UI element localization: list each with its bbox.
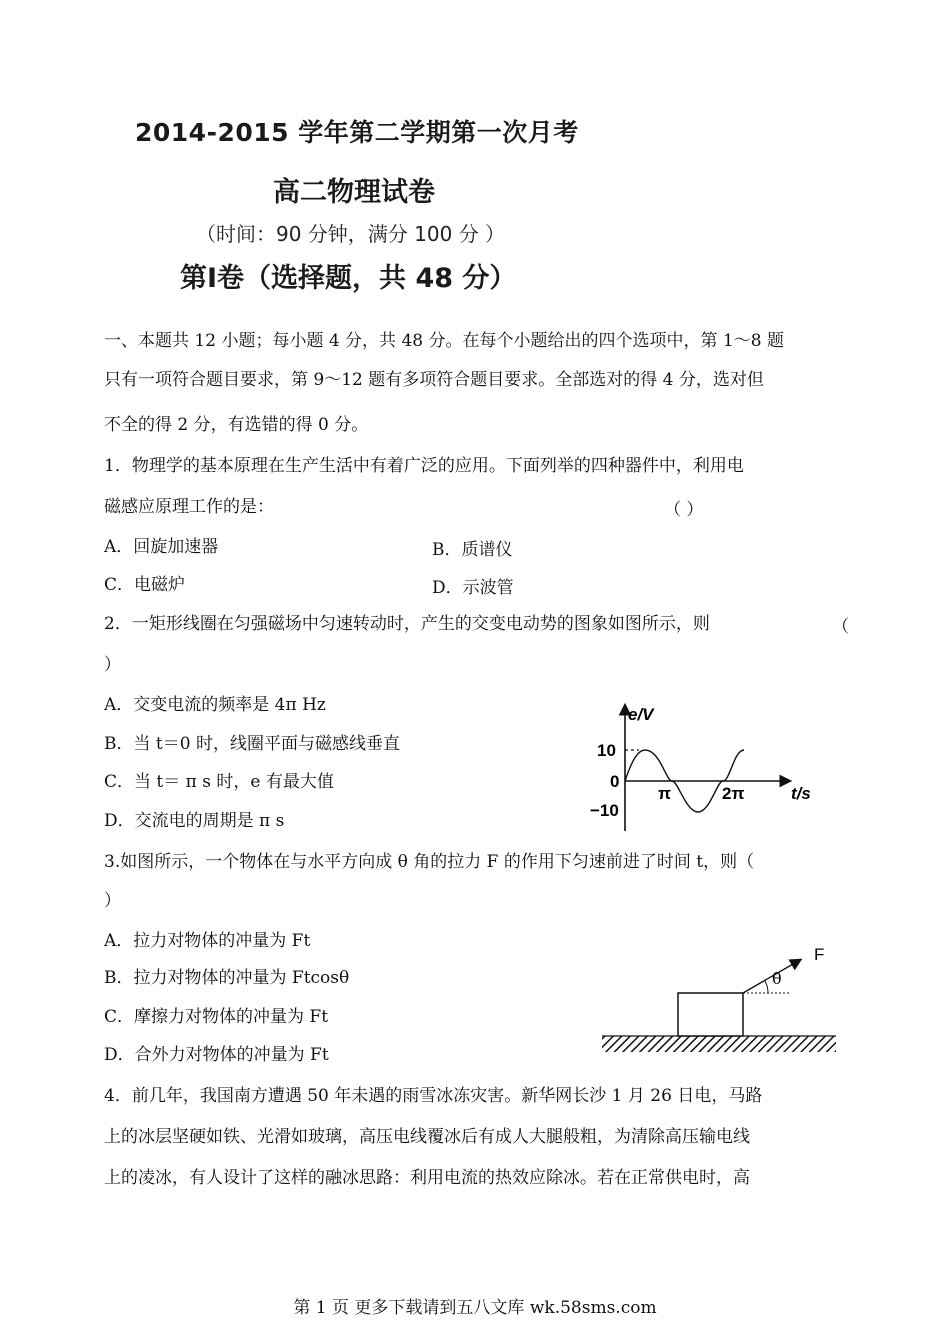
q2-emf-graph — [584, 698, 824, 838]
q3-option-c: C．摩擦力对物体的冲量为 Ft — [104, 1007, 329, 1027]
q1-stem: 磁感应原理工作的是： — [104, 497, 274, 517]
ground-hatch — [602, 1036, 836, 1052]
q2-bracket-close: ） — [104, 655, 121, 675]
x-axis-label: t/s — [791, 784, 811, 803]
page-footer: 第 1 页 更多下载请到五八文库 wk.58sms.com — [293, 1298, 657, 1318]
q2-option-a: A．交变电流的频率是 4π Hz — [104, 695, 326, 715]
instruction-line: 不全的得 2 分，有选错的得 0 分。 — [104, 415, 369, 435]
y-tick-neg10: −10 — [590, 801, 619, 820]
q3-option-b: B．拉力对物体的冲量为 Ftcosθ — [104, 968, 350, 988]
q1-option-b: B．质谱仪 — [432, 540, 513, 560]
q1-answer-bracket: （ ） — [664, 500, 704, 520]
q3-block-figure — [598, 940, 848, 1060]
force-label: F — [814, 945, 825, 964]
instruction-line: 只有一项符合题目要求，第 9～12 题有多项符合题目要求。全部选对的得 4 分，选对但 — [104, 370, 764, 390]
q1-option-c: C．电磁炉 — [104, 575, 186, 595]
x-tick-pi: π — [658, 784, 672, 803]
section-heading: 第Ⅰ卷（选择题，共 48 分） — [180, 263, 517, 294]
q1-option-d: D．示波管 — [432, 578, 514, 598]
q3-stem: 3.如图所示，一个物体在与水平方向成 θ 角的拉力 F 的作用下匀速前进了时间 t，则（ — [104, 852, 755, 872]
exam-time-info: （时间：90 分钟，满分 100 分 ） — [196, 222, 506, 246]
q2-stem: 2．一矩形线圈在匀强磁场中匀速转动时，产生的交变电动势的图象如图所示，则 — [104, 614, 710, 634]
instruction-line: 一、本题共 12 小题；每小题 4 分，共 48 分。在每个小题给出的四个选项中，第 1～8 题 — [104, 331, 784, 351]
angle-label: θ — [772, 969, 782, 988]
x-tick-2pi: 2π — [722, 784, 745, 803]
q2-option-b: B．当 t＝0 时，线圈平面与磁感线垂直 — [104, 734, 400, 754]
q2-option-d: D．交流电的周期是 π s — [104, 811, 285, 831]
q4-line: 上的凌冰，有人设计了这样的融冰思路：利用电流的热效应除冰。若在正常供电时，高 — [104, 1168, 750, 1188]
y-tick-10: 10 — [597, 741, 616, 760]
y-tick-0: 0 — [610, 772, 620, 791]
exam-title: 2014-2015 学年第二学期第一次月考 — [135, 118, 579, 147]
q3-option-d: D．合外力对物体的冲量为 Ft — [104, 1045, 329, 1065]
q2-option-c: C．当 t＝ π s 时，e 有最大值 — [104, 772, 334, 792]
q3-bracket-close: ） — [104, 891, 121, 911]
y-axis-label: e/V — [628, 705, 654, 724]
q4-line: 上的冰层坚硬如铁、光滑如玻璃，高压电线覆冰后有成人大腿般粗，为清除高压输电线 — [104, 1127, 750, 1147]
q1-stem: 1．物理学的基本原理在生产生活中有着广泛的应用。下面列举的四种器件中，利用电 — [104, 456, 744, 476]
q2-bracket-open: （ — [832, 617, 849, 637]
q3-option-a: A．拉力对物体的冲量为 Ft — [104, 931, 311, 951]
block — [678, 993, 743, 1036]
angle-arc — [765, 981, 768, 993]
q4-line: 4．前几年，我国南方遭遇 50 年未遇的雨雪冰冻灾害。新华网长沙 1 月 26 日电，马路 — [104, 1086, 763, 1106]
q1-option-a: A．回旋加速器 — [104, 537, 219, 557]
exam-subtitle: 高二物理试卷 — [273, 177, 435, 208]
